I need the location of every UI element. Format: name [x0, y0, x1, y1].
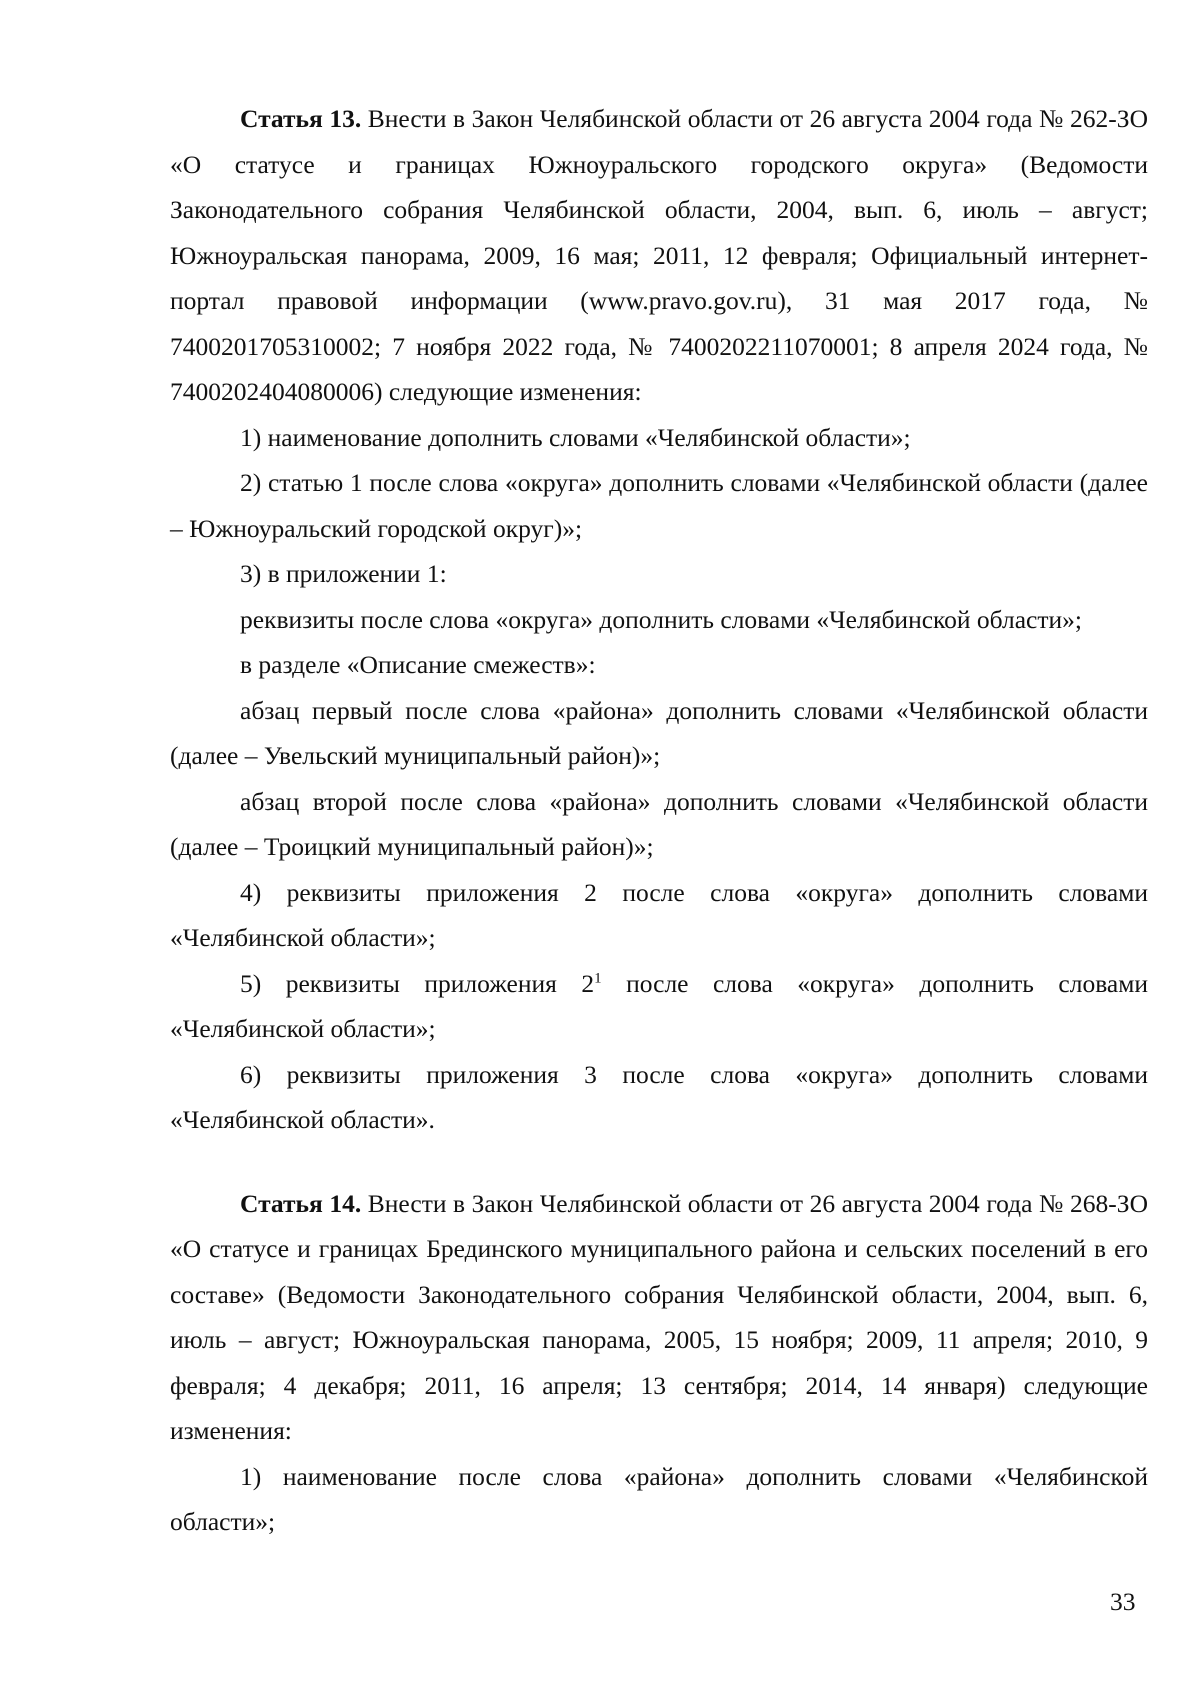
article-13-item-5	[170, 961, 1148, 1052]
page-number: 33	[1110, 1587, 1136, 1616]
article-13-title: Статья 13.	[240, 104, 362, 133]
article-13-item-5-superscript: 1	[594, 970, 602, 986]
article-13-item-1: 1) наименование дополнить словами «Челябинской области»;	[240, 422, 911, 452]
article-13-item-5-end: после слова «округа» дополнить словами «Челябинской области»;	[170, 968, 1149, 1043]
article-13-item-4: 4) реквизиты приложения 2 после слова «округа» дополнить словами «Челябинской области»;	[170, 877, 1148, 952]
article-14-item-1: 1) наименование после слова «района» дополнить словами «Челябинской области»;	[170, 1461, 1148, 1536]
article-13-item-6: 6) реквизиты приложения 3 после слова «округа» дополнить словами «Челябинской области».	[170, 1059, 1148, 1134]
article-13-item-3-line-4: абзац второй после слова «района» дополнить словами «Челябинской области (далее – Троицкий муниципальный район)»;	[170, 786, 1148, 861]
article-13-item-2: 2) статью 1 после слова «округа» дополнить словами «Челябинской области (далее – Южноуральский городской округ)»;	[170, 468, 1148, 543]
article-13-item-3-line-3: абзац первый после слова «района» дополнить словами «Челябинской области (далее – Увельский муниципальный район)»;	[170, 695, 1148, 770]
article-13-item-3-line-2: в разделе «Описание смежеств»:	[240, 650, 596, 679]
document-body	[170, 96, 1148, 1545]
article-13-item-3: 3) в приложении 1:	[240, 559, 447, 588]
article-13-intro-text: Внести в Закон Челябинской области от 26 августа 2004 года № 262-ЗО «О статусе и границах Южноуральского городского округа» (Ведомости Законодательного собрания Челябинской области, 2004, вып. 6, июль – август; Южноуральская панорама, 2009, 16 мая; 2011, 12 февраля; Официальный интернет-портал правовой информации (www.pravo.gov.ru), 31 мая 2017 года, № 7400201705310002; 7 ноября 2022 года, № 7400202211070001; 8 апреля 2024 года, № 7400202404080006) следующие изменения:	[170, 104, 1148, 406]
article-separator	[170, 1143, 1148, 1181]
article-13-intro	[170, 96, 1148, 415]
article-13-item-5-start: 5) реквизиты приложения 2	[240, 968, 595, 998]
article-14-intro-text: Внести в Закон Челябинской области от 26 августа 2004 года № 268-ЗО «О статусе и границах Брединского муниципального района и сельских поселений в его составе» (Ведомости Законодательного собрания Челябинской области, 2004, вып. 6, июль – август; Южноуральская панорама, 2005, 15 ноября; 2009, 11 апреля; 2010, 9 февраля; 4 декабря; 2011, 16 апреля; 13 сентября; 2014, 14 января) следующие изменения:	[170, 1188, 1148, 1445]
article-14-intro	[170, 1181, 1148, 1454]
article-14-title: Статья 14.	[240, 1188, 362, 1218]
article-13-item-3-line-1: реквизиты после слова «округа» дополнить словами «Челябинской области»;	[240, 604, 1082, 634]
